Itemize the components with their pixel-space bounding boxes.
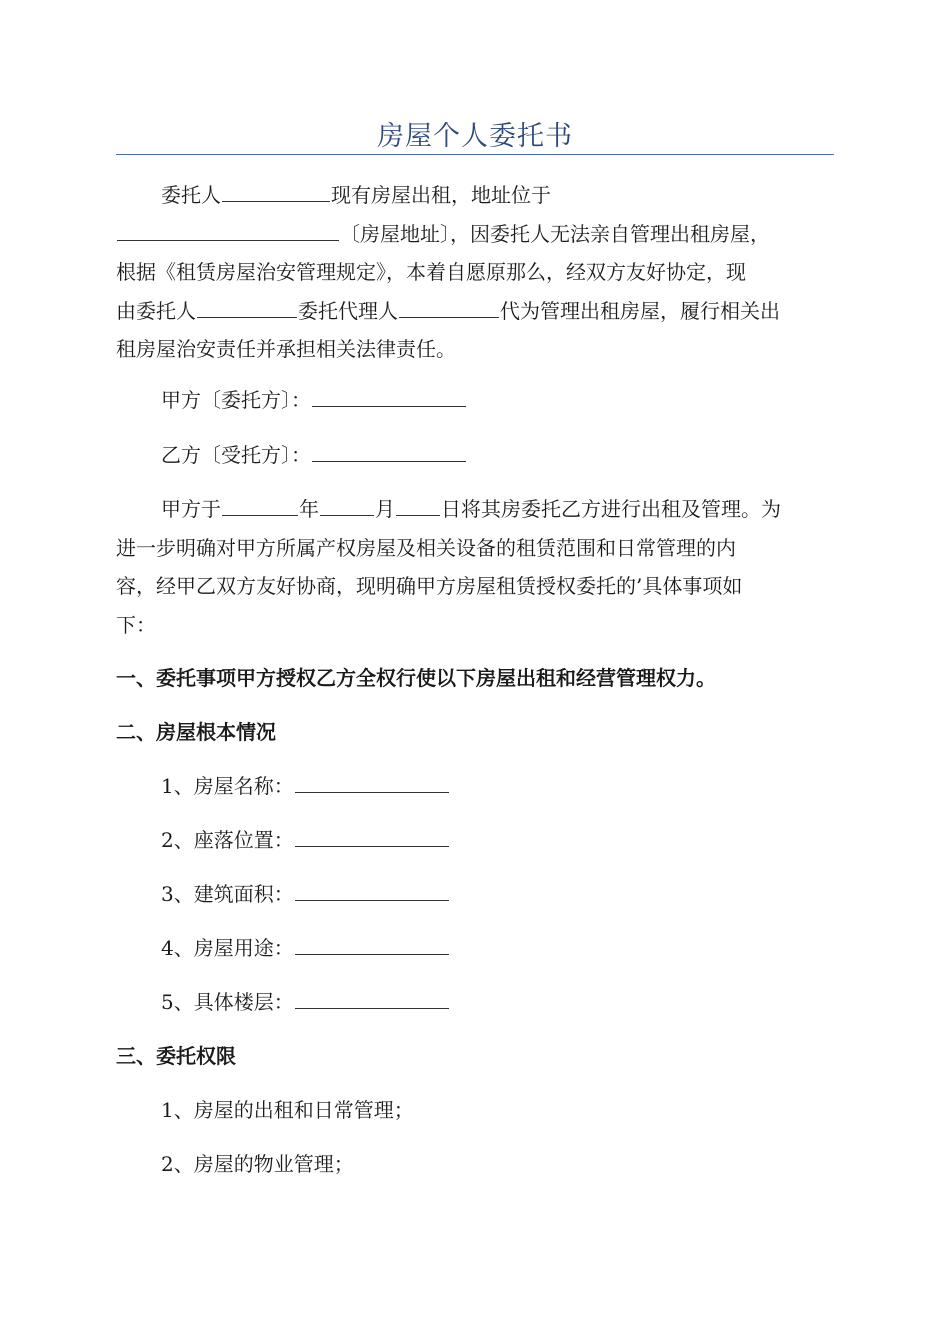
intro-text: 租房屋治安责任并承担相关法律责任。 [116, 337, 456, 361]
house-item [161, 987, 450, 1017]
intro-paragraph [116, 176, 834, 369]
house-name-blank [295, 772, 449, 793]
date-text: 年 [299, 497, 319, 521]
date-text: 容，经甲乙双方友好协商，现明确甲方房屋租赁授权委托的’具体事项如 [116, 574, 743, 598]
party-b-line [161, 440, 467, 470]
date-text: 下： [116, 612, 156, 637]
usage-blank [295, 934, 449, 955]
house-item [161, 771, 450, 801]
party-b-label: 乙方〔受托方〕： [161, 443, 311, 467]
house-item-label: 4、房屋用途： [161, 936, 294, 960]
intro-text: 根据《租赁房屋治安管理规定》，本着自愿原那么，经双方友好协定，现 [116, 260, 746, 284]
house-item [161, 879, 450, 909]
party-a-blank [312, 386, 466, 407]
intro-text: 委托人 [161, 183, 221, 207]
house-item-label: 5、具体楼层： [161, 990, 294, 1014]
date-text: 月 [375, 497, 395, 521]
party-a-label: 甲方〔委托方〕： [161, 388, 311, 412]
year-blank [222, 495, 298, 516]
intro-text: 代为管理出租房屋，履行相关出 [500, 298, 780, 323]
house-item-label: 2、座落位置： [161, 828, 294, 852]
day-blank [396, 495, 440, 516]
authority-item: 1、房屋的出租和日常管理； [161, 1098, 414, 1122]
agent-blank [399, 297, 499, 318]
intro-text: 由委托人 [116, 298, 196, 323]
section-heading-2: 二、房屋根本情况 [116, 720, 276, 744]
document-title: 房屋个人委托书 [377, 121, 573, 152]
house-item [161, 825, 450, 855]
party-a-line [161, 385, 467, 415]
house-address-blank [117, 220, 339, 241]
intro-text: 现有房屋出租，地址位于 [331, 183, 551, 207]
floor-blank [295, 988, 449, 1009]
date-text: 甲方于 [161, 497, 221, 521]
house-item-label: 1、房屋名称： [161, 774, 294, 798]
date-text: 进一步明确对甲方所属产权房屋及相关设备的租赁范围和日常管理的内 [116, 535, 736, 560]
section-heading-3: 三、委托权限 [116, 1044, 236, 1068]
section-heading-1: 一、委托事项甲方授权乙方全权行使以下房屋出租和经营管理权力。 [116, 666, 716, 690]
location-blank [295, 826, 449, 847]
party-b-blank [312, 441, 466, 462]
house-item-label: 3、建筑面积： [161, 882, 294, 906]
date-text: 日将其房委托乙方进行出租及管理。为 [441, 497, 781, 521]
date-paragraph [116, 490, 834, 644]
month-blank [320, 495, 374, 516]
area-blank [295, 880, 449, 901]
principal-blank [197, 297, 297, 318]
house-item [161, 933, 450, 963]
title-underline [116, 154, 834, 155]
intro-text: 委托代理人 [298, 298, 398, 323]
client-name-blank [222, 181, 330, 202]
authority-item: 2、房屋的物业管理； [161, 1152, 354, 1176]
intro-text: 〔房屋地址〕，因委托人无法亲自管理出租房屋， [340, 221, 770, 246]
